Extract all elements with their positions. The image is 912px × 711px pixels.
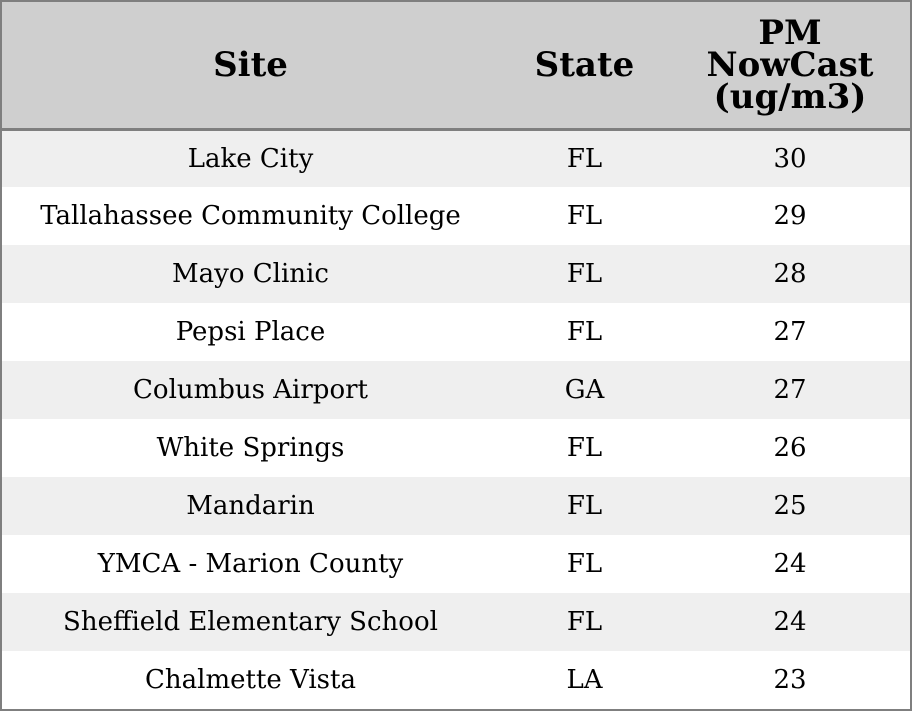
- cell-state: FL: [566, 607, 603, 637]
- column-header-site: Site: [2, 2, 499, 129]
- column-header-pm-line-1: PM: [758, 12, 822, 53]
- cell-state: FL: [566, 433, 603, 463]
- table-row: [2, 187, 910, 245]
- table-row: [2, 361, 910, 419]
- cell-state: GA: [564, 375, 605, 405]
- cell-state: FL: [566, 259, 603, 289]
- table-row: [2, 245, 910, 303]
- table-row: [2, 129, 910, 187]
- cell-pm-nowcast: 26: [773, 433, 807, 463]
- table-row: [2, 593, 910, 651]
- cell-pm-nowcast: 27: [773, 317, 807, 347]
- column-header-pm-line-2: NowCast: [706, 44, 874, 85]
- table-row: [2, 303, 910, 361]
- cell-pm-nowcast: 25: [773, 491, 807, 521]
- table-row: [2, 535, 910, 593]
- table-row: [2, 419, 910, 477]
- column-header-state: State: [499, 2, 670, 129]
- cell-site: Mayo Clinic: [172, 259, 329, 289]
- cell-site: Mandarin: [186, 491, 315, 521]
- cell-pm-nowcast: 24: [773, 549, 807, 579]
- cell-pm-nowcast: 27: [773, 375, 807, 405]
- cell-site: Lake City: [187, 143, 314, 174]
- cell-state: FL: [566, 201, 603, 231]
- cell-pm-nowcast: 23: [773, 665, 807, 695]
- cell-pm-nowcast: 28: [773, 259, 807, 289]
- cell-site: Pepsi Place: [175, 317, 326, 347]
- cell-pm-nowcast: 24: [773, 607, 807, 637]
- table-body: [2, 129, 910, 709]
- cell-pm-nowcast: 30: [773, 143, 807, 174]
- cell-state: FL: [566, 491, 603, 521]
- table-header: [2, 2, 910, 129]
- cell-site: Columbus Airport: [133, 375, 368, 405]
- cell-site: YMCA - Marion County: [97, 549, 404, 579]
- cell-site: Tallahassee Community College: [40, 201, 461, 231]
- pm-nowcast-table: [2, 2, 910, 709]
- cell-state: FL: [566, 143, 603, 174]
- table-row: [2, 651, 910, 709]
- cell-state: FL: [566, 317, 603, 347]
- column-header-pm-nowcast: [670, 2, 910, 129]
- column-header-pm-line-3: (ug/m3): [713, 76, 867, 117]
- cell-pm-nowcast: 29: [773, 201, 807, 231]
- cell-site: Chalmette Vista: [145, 665, 356, 695]
- cell-site: White Springs: [156, 433, 345, 463]
- table-row: [2, 477, 910, 535]
- cell-state: FL: [566, 549, 603, 579]
- cell-state: LA: [566, 665, 603, 695]
- cell-site: Sheffield Elementary School: [63, 607, 438, 637]
- header-row: [2, 2, 910, 129]
